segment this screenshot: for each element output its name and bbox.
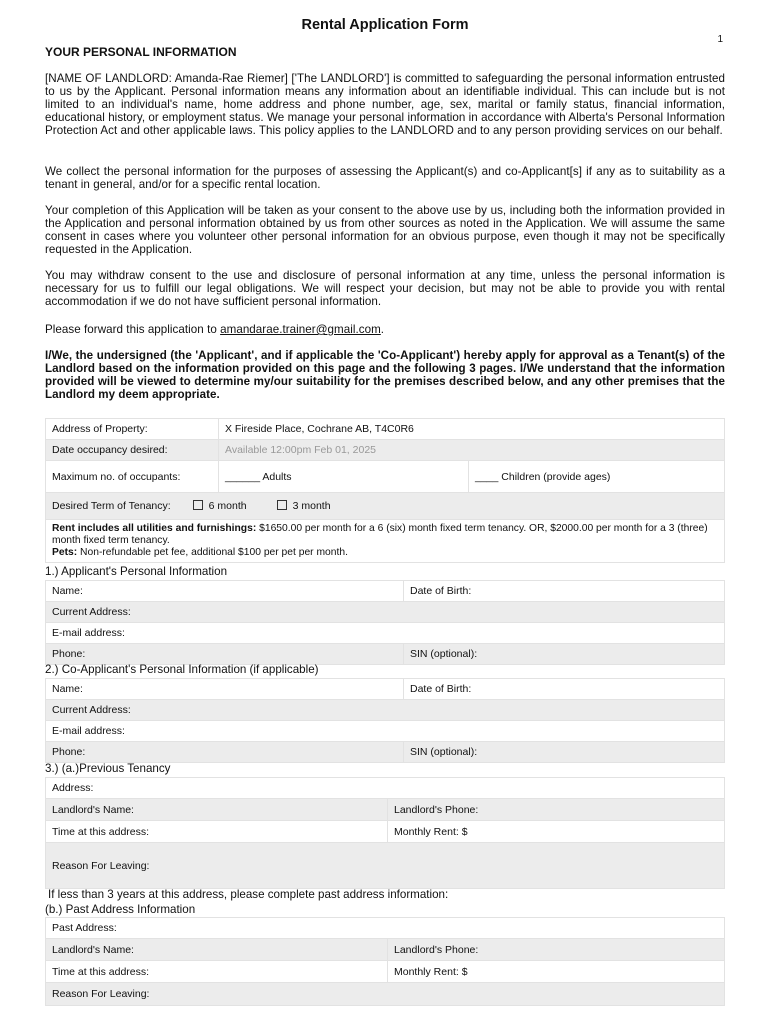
applicant-table [45, 580, 725, 665]
address-field[interactable]: Address: [46, 778, 725, 799]
sin-field[interactable]: SIN (optional): [404, 644, 725, 665]
privacy-paragraph: [NAME OF LANDLORD: Amanda-Rae Riemer] ['The LANDLORD'] is committed to safeguarding the personal information entrusted to us by the Applicant. Personal information means any information about an identifiable individual. This can include but is not limited to an individual's name, home address and phone number, age, sex, marital or family status, financial information, educational history, or employment status. We manage your personal information in accordance with Alberta's Personal Information Protection Act and other applicable laws. This policy applies to the LANDLORD and to any person providing services on our behalf. [45, 72, 725, 137]
landlord-name-field[interactable]: Landlord's Name: [46, 939, 388, 961]
email-link[interactable]: amandarae.trainer@gmail.com [220, 323, 381, 336]
forward-text: Please forward this application to [45, 323, 221, 336]
email-field[interactable]: E-mail address: [46, 721, 725, 742]
rent-field[interactable]: Monthly Rent: $ [388, 821, 725, 843]
term-label: Desired Term of Tenancy: [52, 500, 171, 512]
address-field[interactable]: Current Address: [46, 602, 725, 623]
past-table [45, 917, 725, 1006]
children-field[interactable]: ____ Children (provide ages) [469, 461, 725, 493]
landlord-phone-field[interactable]: Landlord's Phone: [388, 939, 725, 961]
reason-field[interactable]: Reason For Leaving: [46, 983, 725, 1006]
landlord-name-field[interactable]: Landlord's Name: [46, 799, 388, 821]
phone-field[interactable]: Phone: [46, 742, 404, 763]
dob-field[interactable]: Date of Birth: [404, 679, 725, 700]
collection-paragraph: We collect the personal information for the purposes of assessing the Applicant(s) and co-Applicant[s] if any as to suitability as a tenant in general, and/or for a specific rental location. [45, 165, 725, 191]
rent-info [46, 520, 725, 563]
occupants-label: Maximum no. of occupants: [46, 461, 219, 493]
page-number: 1 [717, 34, 723, 45]
name-field[interactable]: Name: [46, 679, 404, 700]
reason-field[interactable]: Reason For Leaving: [46, 843, 725, 889]
rent-field[interactable]: Monthly Rent: $ [388, 961, 725, 983]
coapplicant-table [45, 678, 725, 763]
adults-field[interactable]: ______ Adults [219, 461, 469, 493]
rent-bold: Rent includes all utilities and furnishings: [52, 523, 257, 534]
pets-text: Non-refundable pet fee, additional $100 per pet per month. [77, 547, 348, 558]
term-3-checkbox[interactable] [277, 500, 331, 512]
time-field[interactable]: Time at this address: [46, 961, 388, 983]
applicant-heading: 1.) Applicant's Personal Information [45, 565, 228, 578]
term-6-label: 6 month [208, 500, 247, 512]
coapplicant-heading: 2.) Co-Applicant's Personal Information (if applicable) [45, 663, 319, 676]
declaration: I/We, the undersigned (the 'Applicant', and if applicable the 'Co-Applicant') hereby apply for approval as a Tenant(s) of the Landlord based on the information provided on this page and the following 3 pages. I/We understand that the information provided will be viewed to determine my/our suitability for the premises described below, and any other premises that the Landlord my deem appropriate. [45, 349, 725, 401]
address-label: Address of Property: [46, 419, 219, 440]
past-address-field[interactable]: Past Address: [46, 918, 725, 939]
forward-end: . [380, 323, 385, 336]
landlord-phone-field[interactable]: Landlord's Phone: [388, 799, 725, 821]
section-heading: YOUR PERSONAL INFORMATION [45, 45, 237, 59]
sin-field[interactable]: SIN (optional): [404, 742, 725, 763]
checkbox-icon [277, 500, 287, 510]
address-value[interactable]: X Fireside Place, Cochrane AB, T4C0R6 [219, 419, 725, 440]
previous-table [45, 777, 725, 889]
term-6-checkbox[interactable] [193, 500, 247, 512]
name-field[interactable]: Name: [46, 581, 404, 602]
page-title: Rental Application Form [301, 17, 469, 33]
date-value[interactable]: Available 12:00pm Feb 01, 2025 [219, 440, 725, 461]
email-field[interactable]: E-mail address: [46, 623, 725, 644]
withdraw-paragraph: You may withdraw consent to the use and disclosure of personal information at any time, unless the personal information is necessary for us to fulfill our legal obligations. We will respect your decision, but may not be able to provide you with rental accommodation if we do not have sufficient personal information. [45, 269, 725, 308]
forward-paragraph [45, 323, 725, 336]
term-row [46, 493, 725, 520]
past-heading: (b.) Past Address Information [45, 903, 196, 916]
property-table [45, 418, 725, 563]
time-field[interactable]: Time at this address: [46, 821, 388, 843]
pets-bold: Pets: [52, 547, 78, 558]
rent-text: $1650.00 per month for a 6 (six) month fixed term tenancy. OR, $2000.00 per month for a 3 (three) month fixed term tenancy. [52, 523, 708, 546]
previous-heading: 3.) (a.)Previous Tenancy [45, 762, 171, 775]
past-note: If less than 3 years at this address, please complete past address information: [48, 888, 449, 901]
checkbox-icon [193, 500, 203, 510]
dob-field[interactable]: Date of Birth: [404, 581, 725, 602]
phone-field[interactable]: Phone: [46, 644, 404, 665]
term-3-label: 3 month [292, 500, 331, 512]
address-field[interactable]: Current Address: [46, 700, 725, 721]
consent-paragraph: Your completion of this Application will be taken as your consent to the above use by us, including both the information provided in the Application and personal information obtained by us from other sources as noted in the Application. We will assume the same consent in cases where you volunteer other personal information for an obvious purpose, even though it may not be specifically requested in the Application. [45, 204, 725, 256]
date-label: Date occupancy desired: [46, 440, 219, 461]
